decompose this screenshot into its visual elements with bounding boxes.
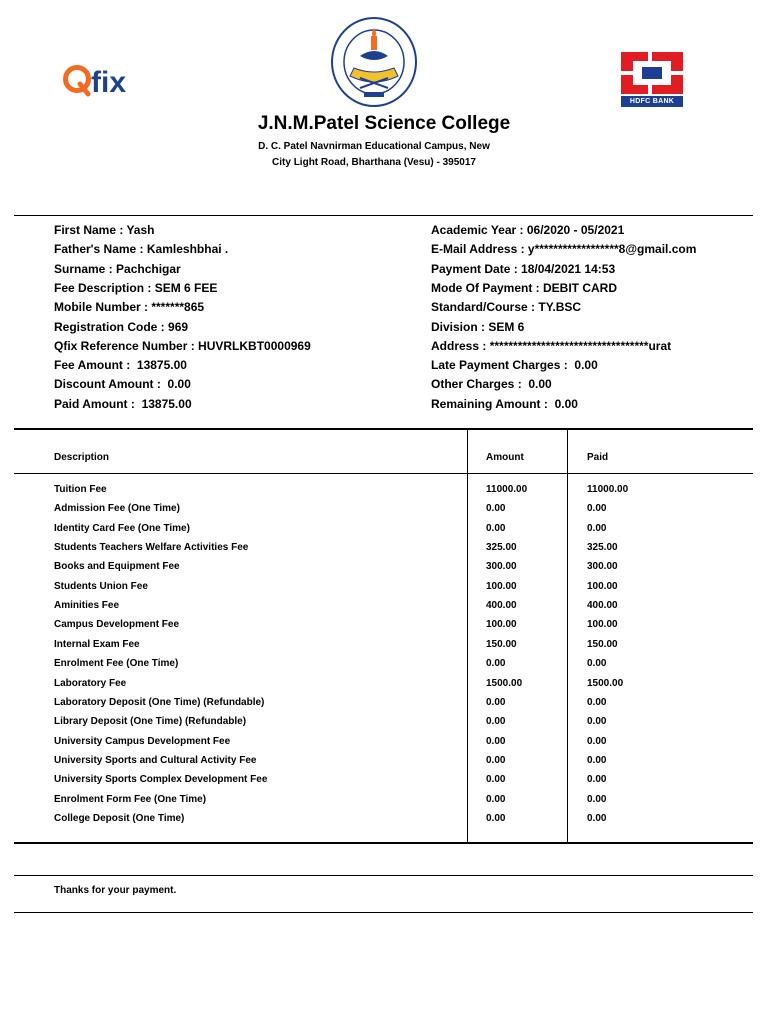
detail-label: Academic Year : <box>431 223 527 237</box>
detail-row <box>431 262 615 276</box>
detail-label: Discount Amount : <box>54 377 168 392</box>
detail-label: Father's Name : <box>54 242 147 257</box>
column-header-paid: Paid <box>587 452 609 463</box>
column-header-description: Description <box>54 452 110 463</box>
fee-paid-cell: 400.00 <box>587 600 618 612</box>
fee-amount-cell: 11000.00 <box>486 484 528 495</box>
detail-row <box>431 397 578 411</box>
column-header-amount: Amount <box>486 452 524 463</box>
fee-amount-cell: 0.00 <box>486 658 506 670</box>
detail-label: Division : <box>431 319 489 334</box>
footer-top-divider <box>14 875 753 876</box>
detail-value: y******************8@gmail.com <box>527 242 697 257</box>
detail-value: 969 <box>168 319 189 334</box>
fee-paid-cell: 100.00 <box>587 580 618 592</box>
detail-row <box>54 339 311 353</box>
fee-description-cell: Campus Development Fee <box>54 619 180 631</box>
detail-label: Payment Date : <box>431 261 522 276</box>
address-line-2: City Light Road, Bharthana (Vesu) - 395017 <box>272 157 476 168</box>
detail-label: Late Payment Charges : <box>431 358 575 373</box>
detail-row <box>431 242 696 256</box>
svg-text:fix: fix <box>91 66 127 99</box>
detail-value: 13875.00 <box>141 396 192 411</box>
detail-row <box>431 281 617 295</box>
detail-value: HUVRLKBT0000969 <box>198 338 311 353</box>
detail-value: 0.00 <box>574 358 598 373</box>
fee-description-cell: Tuition Fee <box>54 484 107 495</box>
detail-label: Remaining Amount : <box>431 396 555 411</box>
fee-description-cell: Admission Fee (One Time) <box>54 503 180 515</box>
detail-row <box>54 320 188 334</box>
detail-value: Kamleshbhai . <box>146 242 229 257</box>
detail-value: Pachchigar <box>116 261 181 276</box>
thanks-message: Thanks for your payment. <box>54 885 177 896</box>
fee-amount-cell: 325.00 <box>486 542 517 554</box>
fee-paid-cell: 0.00 <box>587 812 607 824</box>
fee-amount-cell: 0.00 <box>486 522 506 534</box>
fee-paid-cell: 0.00 <box>587 658 607 670</box>
fee-paid-cell: 150.00 <box>587 638 618 650</box>
fee-description-cell: Aminities Fee <box>54 600 120 612</box>
address-line-1: D. C. Patel Navnirman Educational Campus, New <box>258 141 490 152</box>
detail-label: Paid Amount : <box>54 396 142 411</box>
fee-description-cell: Enrolment Form Fee (One Time) <box>54 793 207 805</box>
fee-paid-cell: 300.00 <box>587 561 618 573</box>
detail-row <box>54 242 228 256</box>
fee-amount-cell: 400.00 <box>486 600 517 612</box>
detail-row <box>431 320 524 334</box>
fee-amount-cell: 0.00 <box>486 793 506 805</box>
fee-paid-cell: 100.00 <box>587 619 618 631</box>
fee-description-cell: Books and Equipment Fee <box>54 561 180 573</box>
fee-description-cell: Internal Exam Fee <box>54 638 140 650</box>
qfix-logo <box>62 60 142 102</box>
detail-label: First Name : <box>54 223 127 237</box>
fee-amount-cell: 100.00 <box>486 619 517 631</box>
detail-label: Mobile Number : <box>54 300 152 315</box>
fee-paid-cell: 0.00 <box>587 774 607 786</box>
fee-amount-cell: 100.00 <box>486 580 517 592</box>
fee-paid-cell: 0.00 <box>587 716 607 728</box>
hdfc-logo-core <box>642 67 662 79</box>
detail-row <box>431 358 598 372</box>
fee-description-cell: Students Teachers Welfare Activities Fee <box>54 542 249 554</box>
detail-row <box>54 397 192 411</box>
table-header-divider <box>14 473 753 474</box>
fee-description-cell: University Campus Development Fee <box>54 735 231 747</box>
detail-label: Surname : <box>54 261 117 276</box>
fee-description-cell: Library Deposit (One Time) (Refundable) <box>54 716 247 728</box>
fee-description-cell: Laboratory Fee <box>54 677 127 689</box>
detail-row <box>431 223 624 237</box>
detail-value: **********************************urat <box>489 338 672 353</box>
fee-amount-cell: 1500.00 <box>486 677 523 689</box>
fee-amount-cell: 0.00 <box>486 503 506 515</box>
table-top-border <box>14 428 753 430</box>
detail-value: SEM 6 <box>488 319 525 334</box>
college-name: J.N.M.Patel Science College <box>257 113 511 134</box>
detail-label: Registration Code : <box>54 319 169 334</box>
fee-amount-cell: 0.00 <box>486 716 506 728</box>
detail-value: SEM 6 FEE <box>154 280 218 295</box>
detail-label: E-Mail Address : <box>431 242 528 257</box>
fee-paid-cell: 0.00 <box>587 522 607 534</box>
fee-paid-cell: 0.00 <box>587 503 607 515</box>
fee-amount-cell: 0.00 <box>486 774 506 786</box>
fee-amount-cell: 0.00 <box>486 754 506 766</box>
table-column-divider-2 <box>567 430 568 843</box>
detail-label: Fee Amount : <box>54 358 137 373</box>
detail-row <box>54 377 191 391</box>
detail-label: Mode Of Payment : <box>431 280 544 295</box>
fee-paid-cell: 11000.00 <box>587 484 629 495</box>
hdfc-bank-logo <box>617 52 687 107</box>
fee-description-cell: Identity Card Fee (One Time) <box>54 522 190 534</box>
fee-paid-cell: 0.00 <box>587 735 607 747</box>
detail-value: Yash <box>126 223 155 237</box>
fee-amount-cell: 0.00 <box>486 696 506 708</box>
detail-value: TY.BSC <box>538 300 582 315</box>
fee-paid-cell: 0.00 <box>587 754 607 766</box>
detail-value: 13875.00 <box>136 358 187 373</box>
hdfc-logo-text: HDFC BANK <box>621 96 683 107</box>
detail-row <box>54 300 204 314</box>
detail-value: 06/2020 - 05/2021 <box>526 223 625 237</box>
fee-amount-cell: 0.00 <box>486 735 506 747</box>
fee-description-cell: University Sports Complex Development Fee <box>54 774 268 786</box>
detail-row <box>431 377 552 391</box>
detail-value: DEBIT CARD <box>543 280 618 295</box>
detail-value: 0.00 <box>167 377 191 392</box>
college-seal-logo <box>330 16 418 108</box>
fee-paid-cell: 0.00 <box>587 793 607 805</box>
detail-label: Qfix Reference Number : <box>54 338 199 353</box>
fee-description-cell: Laboratory Deposit (One Time) (Refundable) <box>54 696 265 708</box>
detail-row <box>54 223 155 237</box>
fee-paid-cell: 325.00 <box>587 542 618 554</box>
fee-description-cell: Enrolment Fee (One Time) <box>54 658 179 670</box>
fee-description-cell: College Deposit (One Time) <box>54 812 185 824</box>
detail-row <box>54 262 181 276</box>
detail-label: Other Charges : <box>431 377 529 392</box>
table-column-divider-1 <box>467 430 468 843</box>
detail-row <box>54 358 187 372</box>
detail-row <box>54 281 217 295</box>
header-divider <box>14 215 753 216</box>
detail-value: 0.00 <box>554 396 578 411</box>
detail-value: 0.00 <box>528 377 552 392</box>
fee-description-cell: University Sports and Cultural Activity Fee <box>54 754 257 766</box>
detail-row <box>431 300 581 314</box>
fee-description-cell: Students Union Fee <box>54 580 148 592</box>
detail-label: Address : <box>431 338 490 353</box>
fee-paid-cell: 1500.00 <box>587 677 624 689</box>
fee-paid-cell: 0.00 <box>587 696 607 708</box>
table-bottom-border <box>14 842 753 844</box>
fee-amount-cell: 300.00 <box>486 561 517 573</box>
detail-label: Fee Description : <box>54 280 155 295</box>
detail-label: Standard/Course : <box>431 300 539 315</box>
footer-bottom-divider <box>14 912 753 913</box>
detail-value: 18/04/2021 14:53 <box>521 261 616 276</box>
fee-amount-cell: 0.00 <box>486 812 506 824</box>
fee-amount-cell: 150.00 <box>486 638 517 650</box>
detail-row <box>431 339 671 353</box>
detail-value: *******865 <box>151 300 205 315</box>
